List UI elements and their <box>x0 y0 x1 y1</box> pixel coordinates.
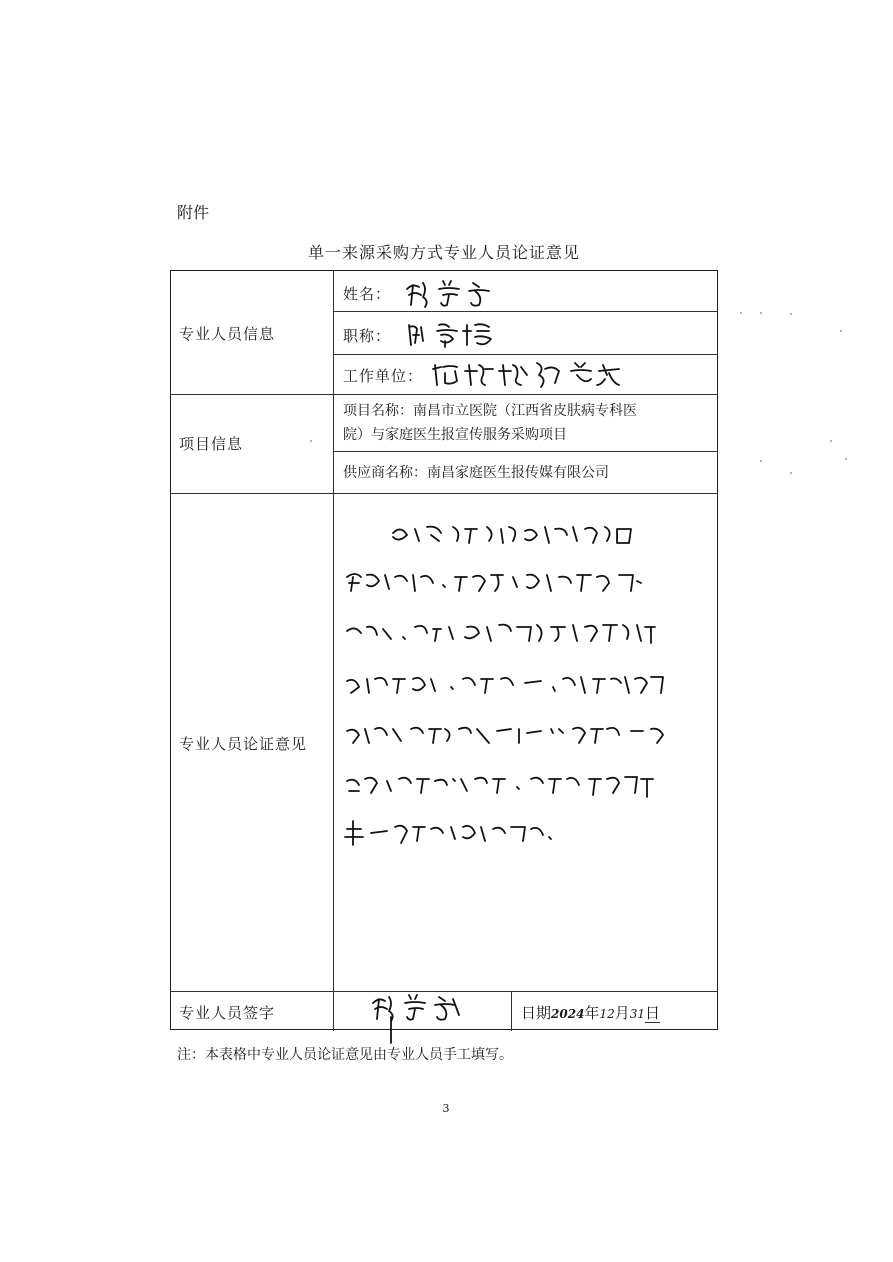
date-prefix: 日期 <box>521 1004 552 1022</box>
workplace-label: 工作单位： <box>343 367 424 385</box>
project-name-line-2: 院）与家庭医生报宣传服务采购项目 <box>343 427 567 443</box>
column-divider <box>333 271 334 991</box>
title-label: 职称： <box>343 327 392 345</box>
row-line-expert-end <box>171 394 717 395</box>
date-day-suffix: 日 <box>645 1004 661 1022</box>
scan-speck <box>845 458 847 460</box>
footer-note: 注：本表格中专业人员论证意见由专业人员手工填写。 <box>177 1047 513 1063</box>
date-field <box>521 1002 660 1023</box>
attachment-label: 附件 <box>177 203 210 222</box>
scan-speck <box>760 312 762 314</box>
row-line-project-name <box>333 451 717 452</box>
project-info-label: 项目信息 <box>179 435 244 453</box>
row-line-name <box>333 311 717 312</box>
opinion-label: 专业人员论证意见 <box>179 735 308 753</box>
handwritten-title <box>405 317 505 351</box>
project-name-line-1: 项目名称：南昌市立医院（江西省皮肤病专科医 <box>343 403 637 419</box>
opinion-form-table <box>170 270 718 1030</box>
signature-divider-2 <box>511 991 512 1031</box>
scan-speck <box>760 460 762 462</box>
scan-speck <box>740 312 742 314</box>
name-label: 姓名： <box>343 285 392 303</box>
scan-speck <box>310 440 312 442</box>
scan-speck <box>790 313 792 315</box>
supplier-name: 供应商名称：南昌家庭医生报传媒有限公司 <box>343 465 609 481</box>
date-month: 12 <box>599 1007 615 1021</box>
signature-divider-1 <box>333 991 334 1031</box>
date-day: 31 <box>629 1007 646 1021</box>
row-line-project-end <box>171 493 717 494</box>
page-number: 3 <box>442 1102 450 1115</box>
signature-label: 专业人员签字 <box>179 1004 276 1022</box>
scan-speck <box>790 472 792 474</box>
handwritten-name <box>403 275 503 311</box>
scan-speck <box>840 330 842 332</box>
document-title: 单一来源采购方式专业人员论证意见 <box>307 243 580 262</box>
scan-speck <box>830 440 832 442</box>
date-year: 2024 <box>551 1007 585 1021</box>
expert-info-label: 专业人员信息 <box>179 325 276 343</box>
date-month-suffix: 月 <box>614 1004 630 1022</box>
date-year-suffix: 年 <box>584 1004 600 1022</box>
handwritten-opinion <box>341 511 711 851</box>
handwritten-signature <box>367 987 477 1047</box>
handwritten-workplace <box>429 355 629 393</box>
